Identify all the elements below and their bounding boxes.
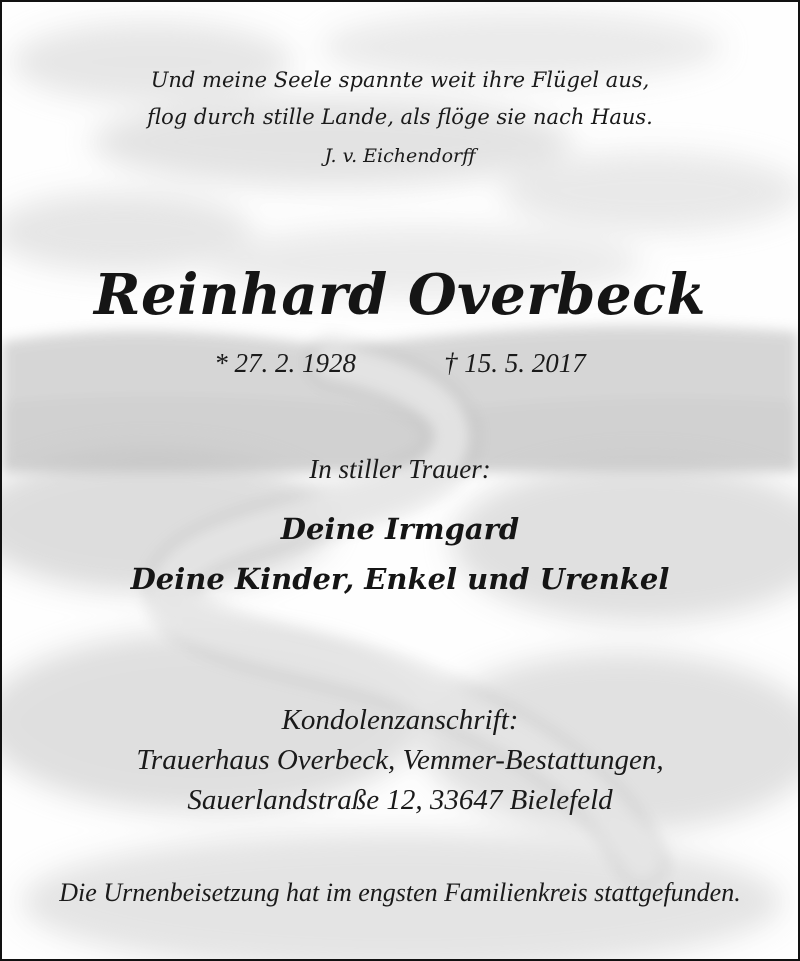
life-dates: [2, 348, 798, 379]
condolence-address-line-1: Trauerhaus Overbeck, Vemmer-Bestattungen,: [136, 744, 664, 776]
death-date: † 15. 5. 2017: [444, 348, 586, 378]
quote-author: J. v. Eichendorff: [324, 145, 476, 167]
deceased-name: Reinhard Overbeck: [94, 262, 706, 328]
mourners-intro: In stiller Trauer:: [309, 454, 491, 484]
quote-line-1: Und meine Seele spannte weit ihre Flügel aus,: [150, 68, 650, 92]
birth-date: * 27. 2. 1928: [214, 348, 356, 378]
condolence-address-line-2: Sauerlandstraße 12, 33647 Bielefeld: [187, 784, 613, 816]
condolence-heading: Kondolenzanschrift:: [281, 704, 519, 736]
burial-note: Die Urnenbeisetzung hat im engsten Familienkreis stattgefunden.: [59, 878, 741, 907]
mourners-line-2: Deine Kinder, Enkel und Urenkel: [130, 562, 670, 596]
quote-line-2: flog durch stille Lande, als flöge sie nach Haus.: [147, 105, 653, 129]
mourners-line-1: Deine Irmgard: [280, 512, 520, 546]
